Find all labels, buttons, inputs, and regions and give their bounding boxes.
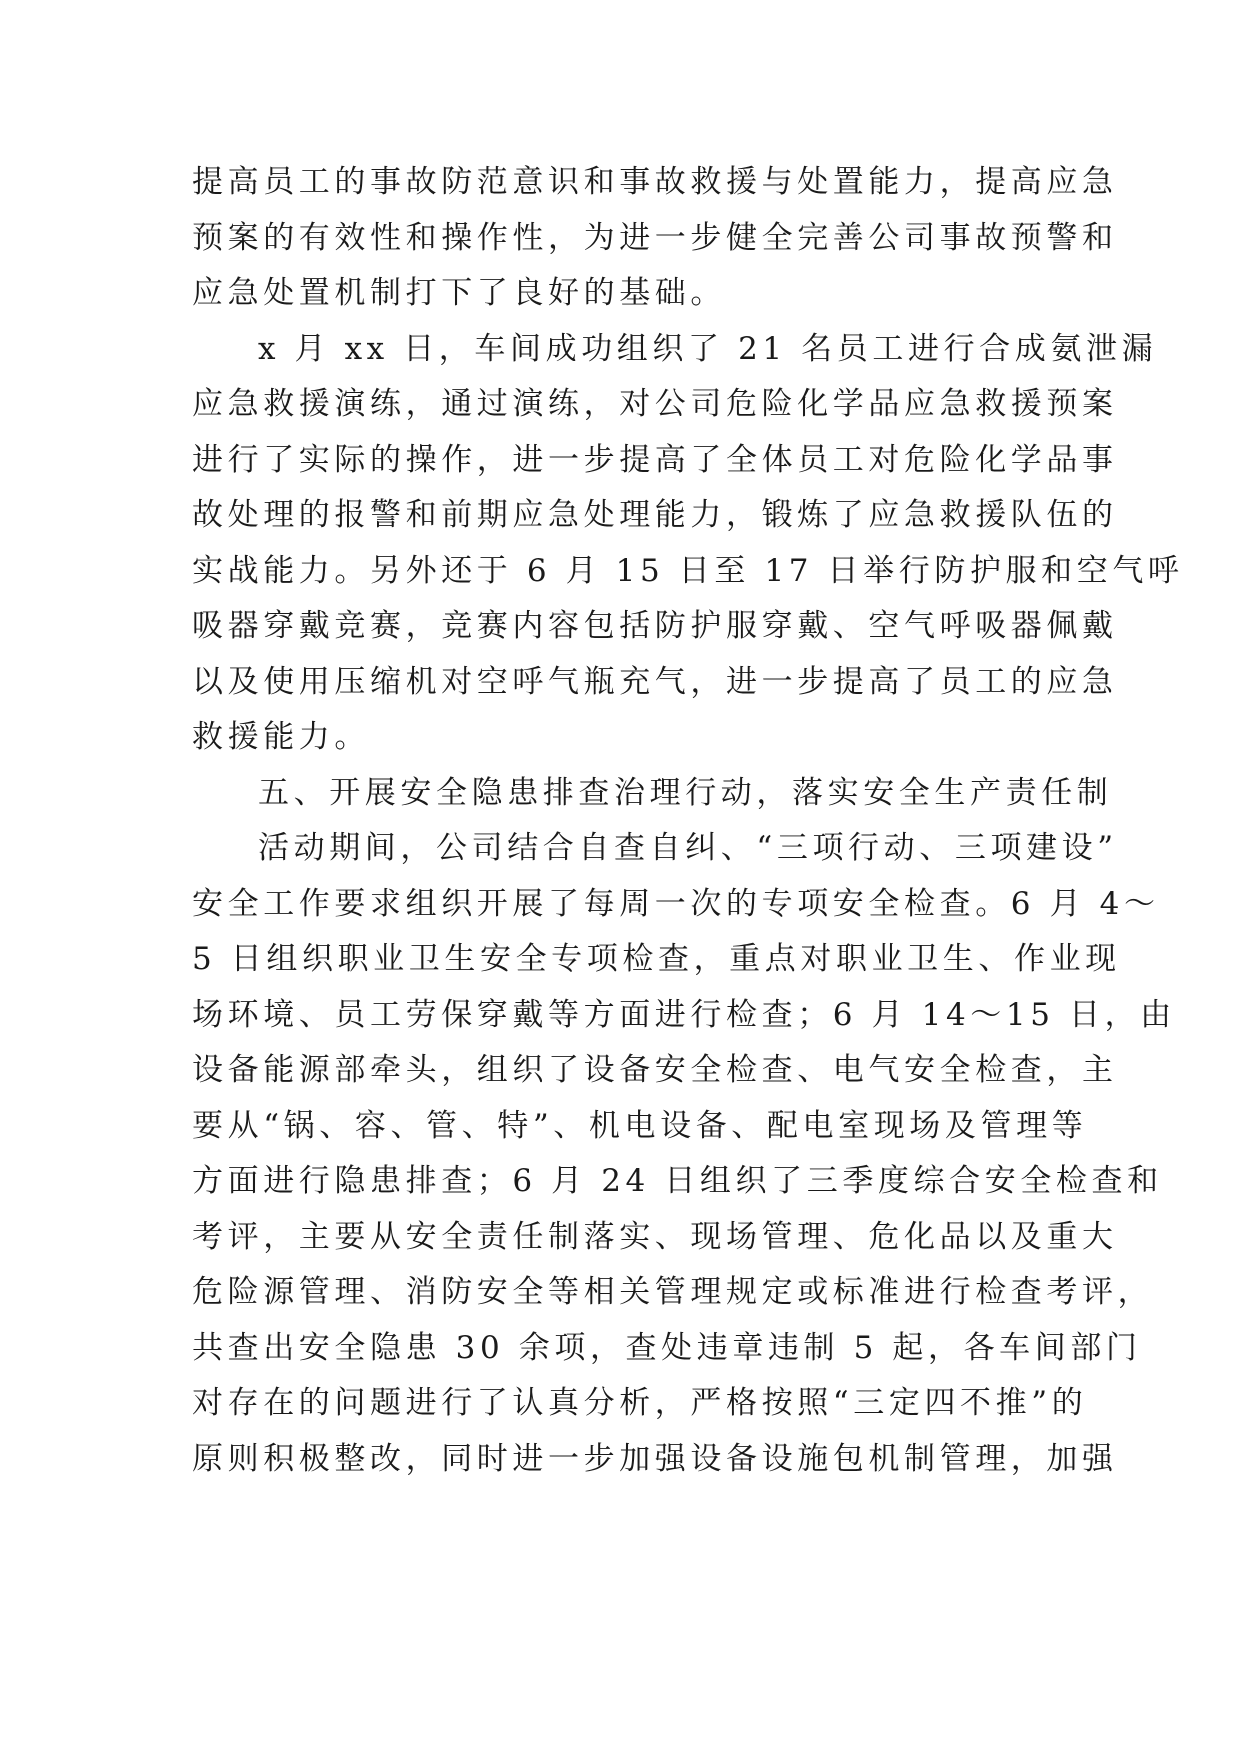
text-line: 安全工作要求组织开展了每周一次的专项安全检查。6 月 4～ bbox=[192, 885, 1160, 922]
text-line: 吸器穿戴竞赛，竞赛内容包括防护服穿戴、空气呼吸器佩戴 bbox=[192, 608, 1118, 644]
text-line: 考评，主要从安全责任制落实、现场管理、危化品以及重大 bbox=[192, 1218, 1118, 1255]
document-body bbox=[192, 155, 1184, 1487]
text-line: 应急救援演练，通过演练，对公司危险化学品应急救援预案 bbox=[192, 386, 1118, 422]
text-line: 方面进行隐患排查；6 月 24 日组织了三季度综合安全检查和 bbox=[192, 1163, 1163, 1199]
text-line: 场环境、员工劳保穿戴等方面进行检查；6 月 14～15 日，由 bbox=[192, 996, 1176, 1033]
text-line: 进行了实际的操作，进一步提高了全体员工对危险化学品事 bbox=[192, 441, 1118, 478]
paragraph-start-line: x 月 xx 日，车间成功组织了 21 名员工进行合成氨泄漏 bbox=[258, 330, 1158, 367]
text-line: 实战能力。另外还于 6 月 15 日至 17 日举行防护服和空气呼 bbox=[192, 552, 1184, 589]
text-line: 以及使用压缩机对空呼气瓶充气，进一步提高了员工的应急 bbox=[192, 663, 1118, 700]
text-line: 5 日组织职业卫生安全专项检查，重点对职业卫生、作业现 bbox=[192, 941, 1121, 977]
text-line: 提高员工的事故防范意识和事故救援与处置能力，提高应急 bbox=[192, 164, 1118, 200]
text-line: 共查出安全隐患 30 余项，查处违章违制 5 起，各车间部门 bbox=[192, 1329, 1142, 1366]
section-heading: 五、开展安全隐患排查治理行动，落实安全生产责任制 bbox=[258, 774, 1113, 811]
text-line: 预案的有效性和操作性，为进一步健全完善公司事故预警和 bbox=[192, 219, 1118, 256]
text-line: 要从“锅、容、管、特”、机电设备、配电室现场及管理等 bbox=[192, 1107, 1088, 1144]
text-line: 对存在的问题进行了认真分析，严格按照“三定四不推”的 bbox=[192, 1385, 1088, 1421]
text-line: 原则积极整改，同时进一步加强设备设施包机制管理，加强 bbox=[192, 1440, 1118, 1477]
paragraph-start-line: 活动期间，公司结合自查自纠、“三项行动、三项建设” bbox=[258, 830, 1118, 866]
text-line: 故处理的报警和前期应急处理能力，锻炼了应急救援队伍的 bbox=[192, 497, 1118, 533]
text-line: 应急处置机制打下了良好的基础。 bbox=[192, 275, 726, 311]
text-line: 救援能力。 bbox=[192, 719, 370, 755]
text-line: 设备能源部牵头，组织了设备安全检查、电气安全检查，主 bbox=[192, 1052, 1118, 1088]
text-line: 危险源管理、消防安全等相关管理规定或标准进行检查考评， bbox=[192, 1274, 1154, 1310]
